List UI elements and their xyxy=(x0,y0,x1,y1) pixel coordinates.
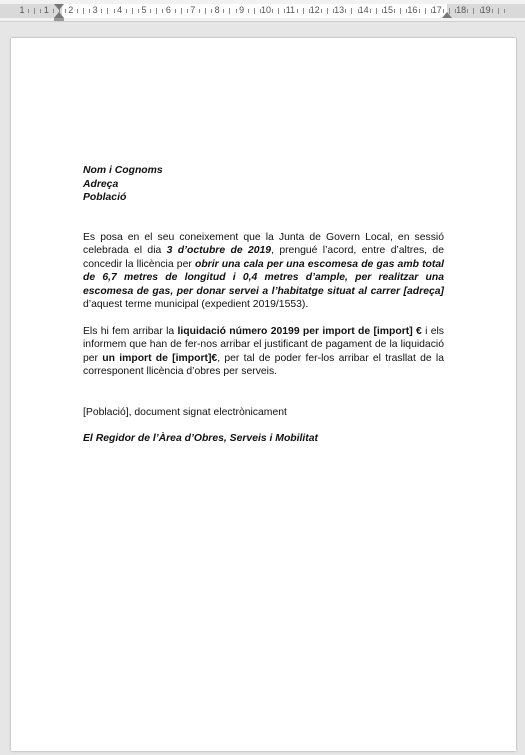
paragraph-text: i els informem que han de fer-nos arribar el justificant de pagament de la liquidació per xyxy=(83,325,445,364)
ruler-tick xyxy=(248,9,249,13)
ruler-tick xyxy=(89,9,90,13)
horizontal-ruler[interactable] xyxy=(0,0,525,22)
ruler-tick xyxy=(83,8,84,14)
ruler-number: 9 xyxy=(239,5,245,15)
ruler-tick xyxy=(303,8,304,14)
document-page[interactable] xyxy=(11,38,516,751)
ruler-tick xyxy=(327,8,328,14)
ruler-number: 11 xyxy=(285,5,296,15)
ruler-tick xyxy=(419,9,420,13)
ruler-number: 15 xyxy=(382,5,394,15)
ruler-tick xyxy=(114,9,115,13)
ruler-tick xyxy=(77,9,78,13)
ruler-tick xyxy=(28,9,29,13)
ruler-tick xyxy=(254,8,255,14)
license-subject: obrir una cala per una escomesa de gas amb total de 6,7 metres de longitud i 0,4 metres d’ample, per realitzar una escomesa de gas, per donar servei a l’habitatge situat al carrer [adreça] xyxy=(83,258,445,297)
ruler-tick xyxy=(394,9,395,13)
ruler-tick xyxy=(467,9,468,13)
ruler-tick xyxy=(297,9,298,13)
ruler-number: 14 xyxy=(358,5,369,15)
ruler-tick xyxy=(101,9,102,13)
liquidation-reference: liquidació número 20199 per import de [import] € xyxy=(177,325,422,337)
right-indent-marker[interactable] xyxy=(442,12,452,18)
ruler-tick xyxy=(34,8,35,14)
ruler-tick xyxy=(138,9,139,13)
ruler-number: 18 xyxy=(456,5,467,15)
ruler-number: 7 xyxy=(190,5,196,15)
session-date: 3 d’octubre de 2019 xyxy=(166,245,272,256)
left-indent-marker[interactable] xyxy=(54,18,64,21)
signatory-title: El Regidor de l’Àrea d’Obres, Serveis i Mobilitat xyxy=(83,433,319,444)
ruler-number: 6 xyxy=(165,5,171,15)
ruler-number: 1 xyxy=(43,5,49,15)
ruler-tick xyxy=(107,8,108,14)
ruler-tick xyxy=(370,9,371,13)
paragraph-text: Els hi fem arribar la xyxy=(83,325,178,337)
ruler-tick xyxy=(400,8,401,14)
ruler-number: 8 xyxy=(214,5,220,15)
paragraph-liquidation xyxy=(83,325,444,379)
ruler-tick xyxy=(376,8,377,14)
ruler-number: 16 xyxy=(407,5,418,15)
recipient-address: Adreça xyxy=(83,178,119,190)
letter-body[interactable] xyxy=(83,164,444,446)
ruler-number: 13 xyxy=(334,5,345,15)
signed-line: [Població], document signat electrònicament xyxy=(83,406,287,418)
ruler-tick xyxy=(187,9,188,13)
ruler-number: 5 xyxy=(141,5,147,15)
paragraph-text: , prengué l’acord, entre d’altres, de concedir la llicència per xyxy=(83,245,444,270)
ruler-number: 1 xyxy=(19,5,25,15)
ruler-tick xyxy=(345,9,346,13)
ruler-tick xyxy=(492,9,493,13)
recipient-name: Nom i Cognoms xyxy=(83,165,163,176)
ruler-tick xyxy=(229,8,230,14)
ruler-number: 17 xyxy=(431,5,442,15)
ruler-tick xyxy=(425,8,426,14)
ruler-tick xyxy=(211,9,212,13)
ruler-number: 3 xyxy=(92,5,98,15)
liquidation-amount: un import de [import]€ xyxy=(102,352,218,364)
ruler-tick xyxy=(150,9,151,13)
paragraph-license xyxy=(83,231,444,312)
ruler-tick xyxy=(351,8,352,14)
ruler-tick xyxy=(205,8,206,14)
paragraph-text: d’aquest terme municipal (expedient 2019/1553). xyxy=(83,299,309,310)
ruler-tick xyxy=(65,9,66,13)
ruler-tick xyxy=(132,8,133,14)
ruler-tick xyxy=(321,9,322,13)
ruler-tick xyxy=(199,9,200,13)
paragraph-text: , per tal de poder fer-los arribar el trasllat de la corresponent llicència d’obres per serveis. xyxy=(83,352,445,377)
ruler-tick xyxy=(223,9,224,13)
ruler-tick xyxy=(278,8,279,14)
ruler-tick xyxy=(156,8,157,14)
recipient-town: Població xyxy=(83,192,127,203)
ruler-tick xyxy=(175,9,176,13)
ruler-tick xyxy=(236,9,237,13)
ruler-tick xyxy=(504,9,505,13)
ruler-number: 10 xyxy=(260,5,272,15)
ruler-tick xyxy=(181,8,182,14)
ruler-number: 12 xyxy=(309,5,320,15)
ruler-tick xyxy=(272,9,273,13)
ruler-number: 2 xyxy=(68,5,74,15)
recipient-block xyxy=(83,164,444,205)
paragraph-text: Es posa en el seu coneixement que la Junta de Govern Local, en sessió celebrada el dia xyxy=(83,231,444,256)
ruler-number: 19 xyxy=(480,5,491,15)
ruler-tick xyxy=(473,8,474,14)
ruler-tick xyxy=(162,9,163,13)
ruler-tick xyxy=(126,9,127,13)
ruler-number: 4 xyxy=(117,5,123,15)
ruler-tick xyxy=(498,8,499,14)
ruler-tick xyxy=(40,9,41,13)
first-line-indent-marker[interactable] xyxy=(54,4,64,10)
